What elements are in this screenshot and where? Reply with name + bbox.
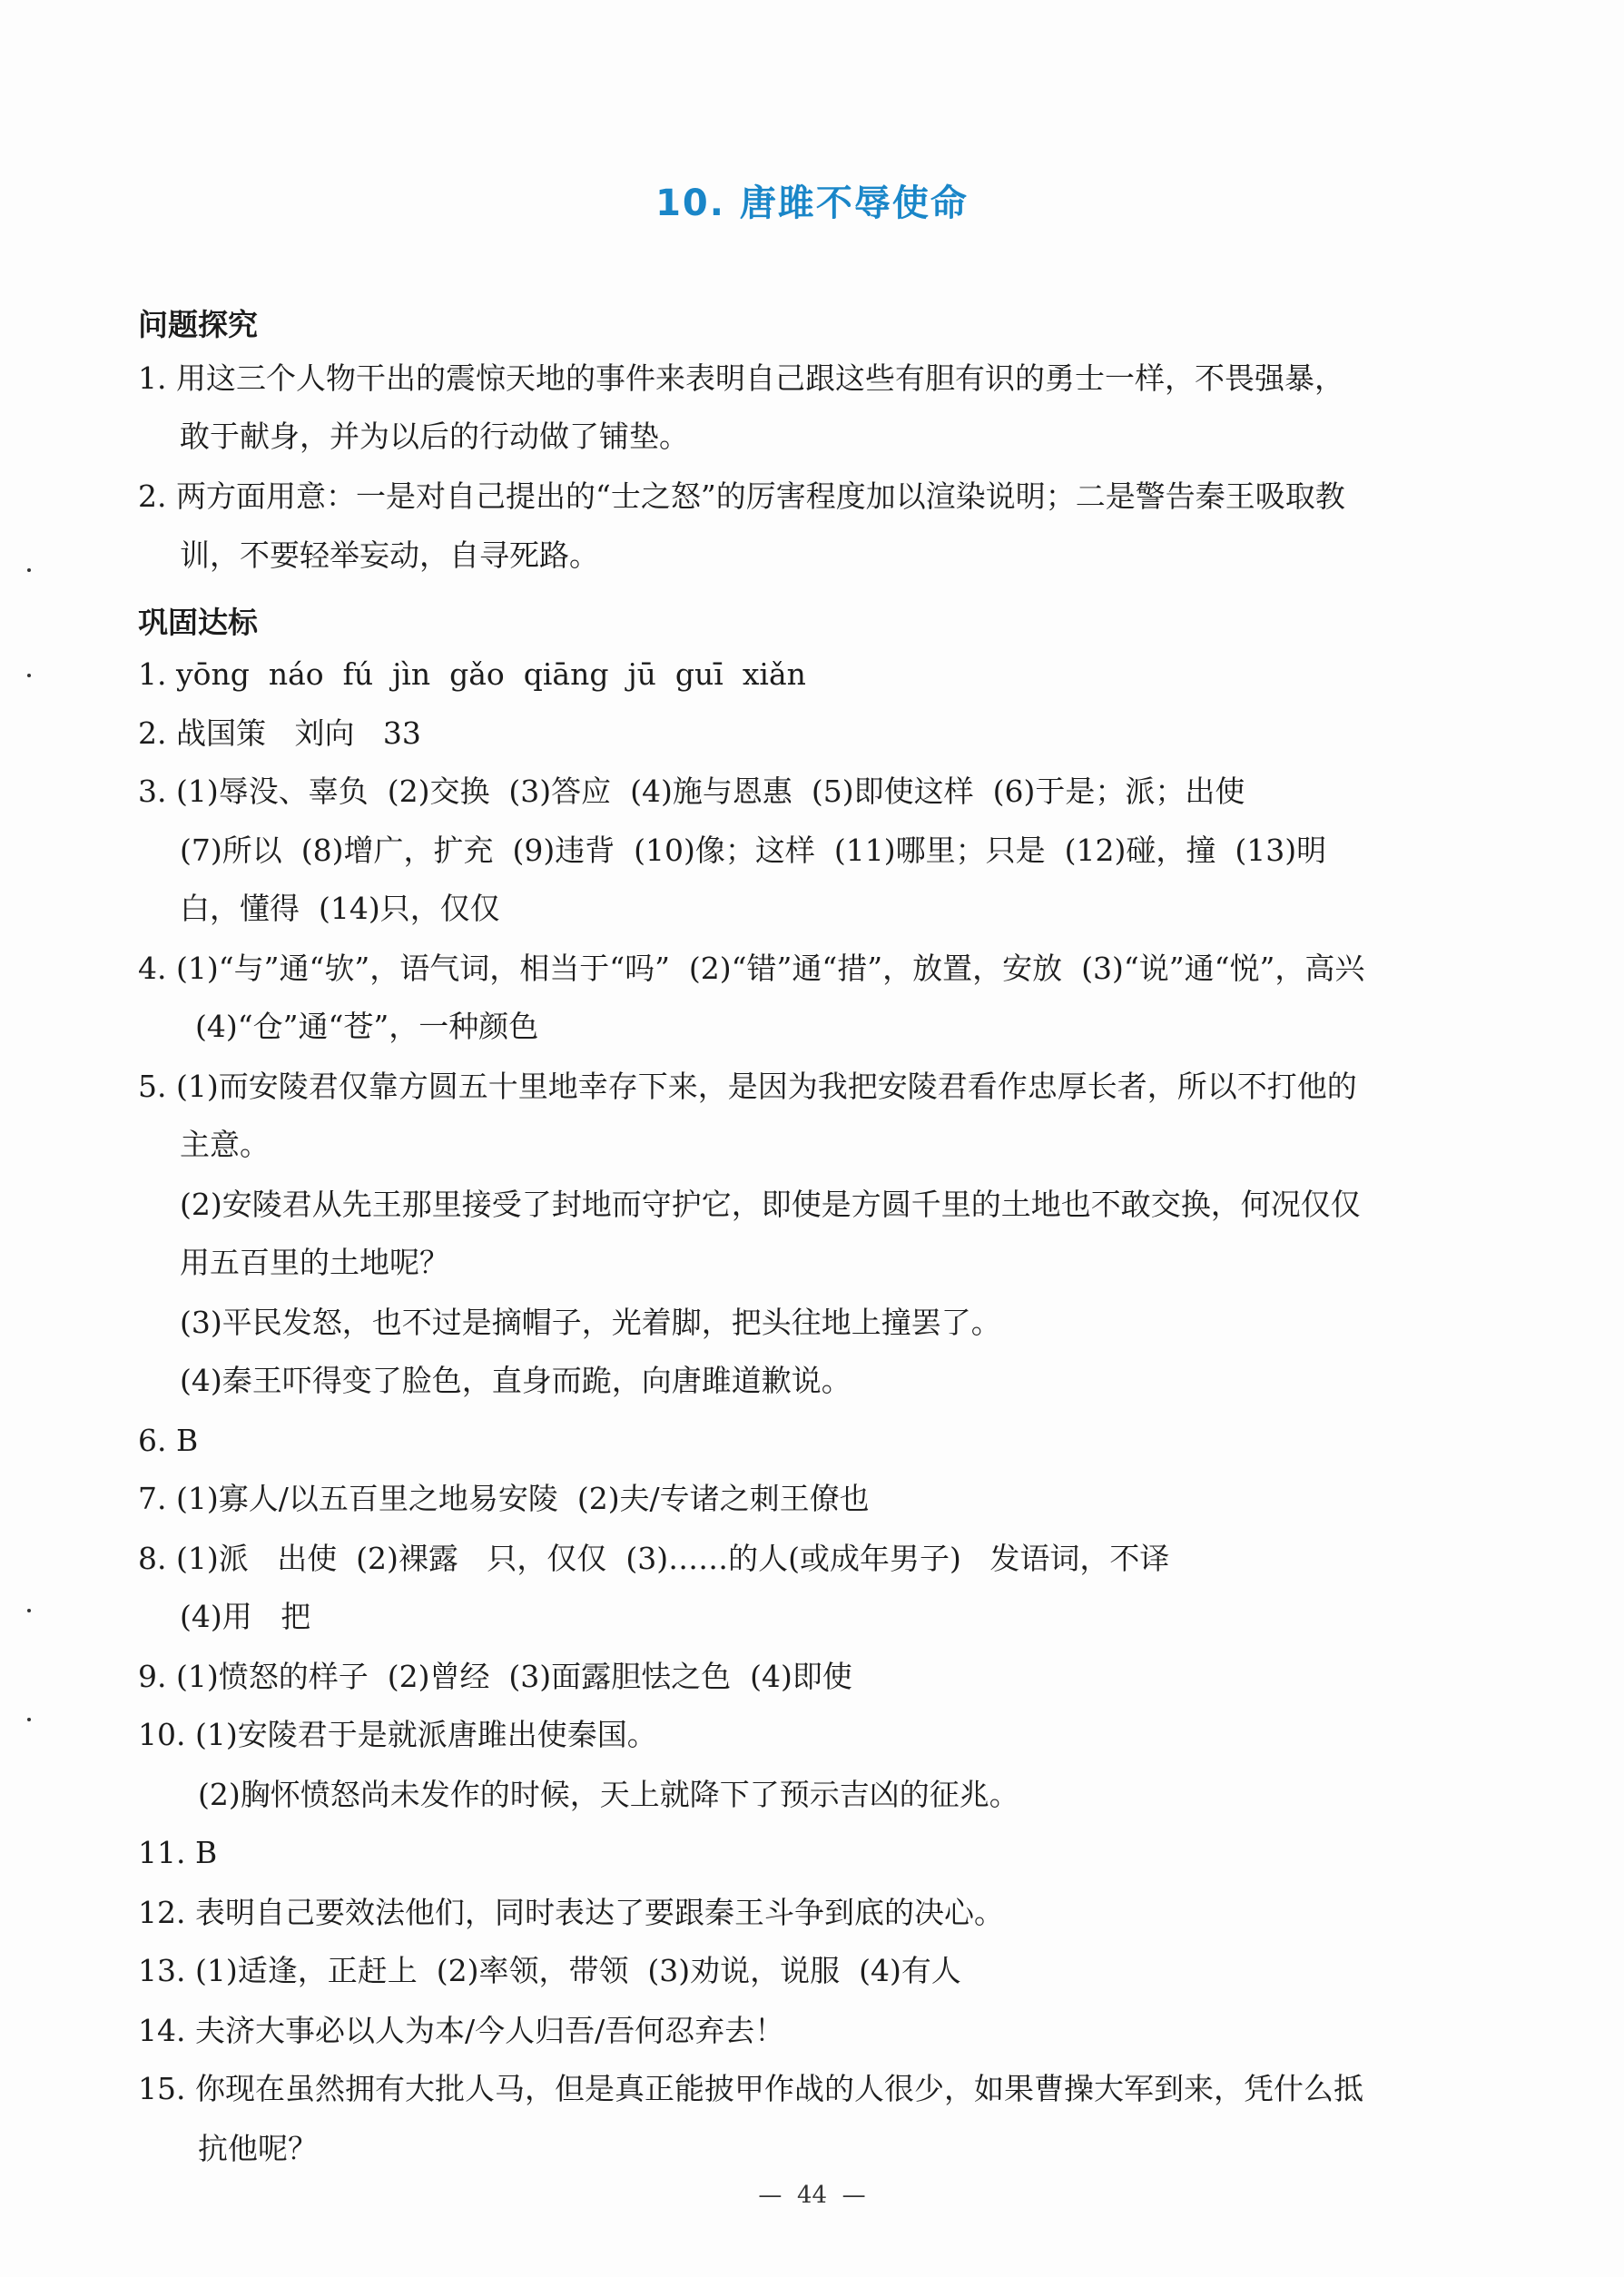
- answer-line: 3. (1)辱没、辜负 (2)交换 (3)答应 (4)施与恩惠 (5)即使这样 (6)于是；派；出使: [138, 774, 1245, 809]
- answer-line: 主意。: [180, 1127, 270, 1162]
- answer-line: 5. (1)而安陵君仅靠方圆五十里地幸存下来，是因为我把安陵君看作忠厚长者，所以不打他的: [138, 1069, 1357, 1104]
- answer-line: 6. B: [138, 1423, 199, 1458]
- answer-line: (4)用 把: [180, 1599, 311, 1634]
- page-title: 10. 唐雎不辱使命: [655, 182, 969, 224]
- answer-line: (4)秦王吓得变了脸色，直身而跪，向唐雎道歉说。: [180, 1363, 851, 1398]
- answer-line: 1. 用这三个人物干出的震惊天地的事件来表明自己跟这些有胆有识的勇士一样，不畏强暴，: [138, 360, 1344, 396]
- scan-speck: [27, 1609, 31, 1612]
- answer-line: 抗他呢？: [198, 2131, 318, 2166]
- answer-line: (2)胸怀愤怒尚未发作的时候，天上就降下了预示吉凶的征兆。: [198, 1777, 1019, 1812]
- answer-line: (7)所以 (8)增广，扩充 (9)违背 (10)像；这样 (11)哪里；只是 (12)碰，撞 (13)明: [180, 833, 1327, 868]
- answer-line: 9. (1)愤怒的样子 (2)曾经 (3)面露胆怯之色 (4)即使: [138, 1659, 852, 1694]
- scan-speck: [27, 674, 31, 677]
- answer-line: 7. (1)寡人/以五百里之地易安陵 (2)夫/专诸之刺王僚也: [138, 1481, 870, 1516]
- answer-line: 10. (1)安陵君于是就派唐雎出使秦国。: [138, 1717, 657, 1752]
- section-heading-consolidation: 巩固达标: [138, 605, 258, 640]
- answer-line: 13. (1)适逢，正赶上 (2)率领，带领 (3)劝说，说服 (4)有人: [138, 1953, 961, 1988]
- answer-line: 敢于献身，并为以后的行动做了铺垫。: [180, 419, 689, 454]
- answer-line: 11. B: [138, 1835, 218, 1870]
- answer-line: 2. 战国策 刘向 33: [138, 715, 421, 751]
- answer-line: (3)平民发怒，也不过是摘帽子，光着脚，把头往地上撞罢了。: [180, 1305, 1001, 1340]
- answer-line: 训，不要轻举妄动，自寻死路。: [180, 537, 599, 573]
- answer-line: 4. (1)“与”通“欤”，语气词，相当于“吗” (2)“错”通“措”，放置，安放 (3)“说”通“悦”，高兴: [138, 951, 1365, 986]
- answer-line: 8. (1)派 出使 (2)裸露 只，仅仅 (3)……的人(或成年男子) 发语词，不译: [138, 1541, 1170, 1576]
- answer-line: 2. 两方面用意：一是对自己提出的“士之怒”的厉害程度加以渲染说明；二是警告秦王吸取教: [138, 478, 1345, 514]
- answer-line: 12. 表明自己要效法他们，同时表达了要跟秦王斗争到底的决心。: [138, 1895, 1004, 1930]
- answer-line: (4)“仓”通“苍”，一种颜色: [195, 1009, 539, 1044]
- section-heading-problem-inquiry: 问题探究: [138, 307, 258, 342]
- scan-speck: [27, 1718, 31, 1721]
- answer-line: 14. 夫济大事必以人为本/今人归吾/吾何忍弃去！: [138, 2013, 785, 2048]
- answer-line: 15. 你现在虽然拥有大批人马，但是真正能披甲作战的人很少，如果曹操大军到来，凭什么抵: [138, 2071, 1363, 2106]
- answer-line: 1. yōng náo fú jìn gǎo qiāng jū guī xiǎn: [138, 656, 806, 692]
- scan-speck: [27, 568, 31, 572]
- answer-line: 白，懂得 (14)只，仅仅: [180, 891, 500, 926]
- answer-line: (2)安陵君从先王那里接受了封地而守护它，即使是方圆千里的土地也不敢交换，何况仅仅: [180, 1187, 1361, 1222]
- answer-line: 用五百里的土地呢？: [180, 1245, 449, 1280]
- page-number: — 44 —: [758, 2182, 866, 2209]
